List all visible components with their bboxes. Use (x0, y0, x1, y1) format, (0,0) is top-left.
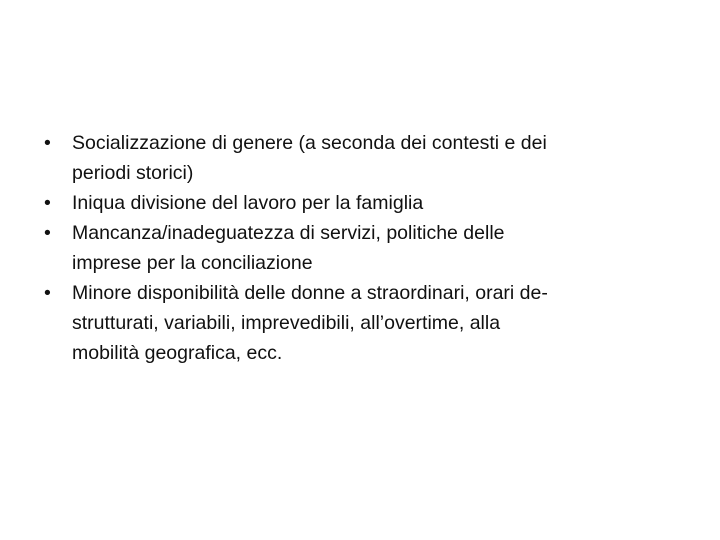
bullet-item (44, 128, 684, 188)
bullet-text-line: Minore disponibilità delle donne a straordinari, orari de- (72, 282, 548, 304)
bullet-icon: • (44, 282, 51, 304)
bullet-list (44, 128, 684, 368)
bullet-text-line: mobilità geografica, ecc. (72, 342, 283, 364)
bullet-item (44, 278, 684, 368)
bullet-text-line: Mancanza/inadeguatezza di servizi, politiche delle (72, 222, 505, 244)
bullet-text (72, 278, 684, 368)
bullet-item (44, 188, 684, 218)
bullet-text-line: periodi storici) (72, 162, 194, 184)
bullet-icon: • (44, 192, 51, 214)
bullet-text-line: imprese per la conciliazione (72, 252, 313, 274)
bullet-text-line: Socializzazione di genere (a seconda dei contesti e dei (72, 132, 547, 154)
bullet-text-line: Iniqua divisione del lavoro per la famiglia (72, 192, 424, 214)
bullet-text (72, 128, 684, 188)
bullet-icon: • (44, 222, 51, 244)
bullet-icon: • (44, 132, 51, 154)
bullet-text (72, 218, 684, 278)
bullet-text (72, 188, 684, 218)
bullet-text-line: strutturati, variabili, imprevedibili, all’overtime, alla (72, 312, 501, 334)
bullet-item (44, 218, 684, 278)
